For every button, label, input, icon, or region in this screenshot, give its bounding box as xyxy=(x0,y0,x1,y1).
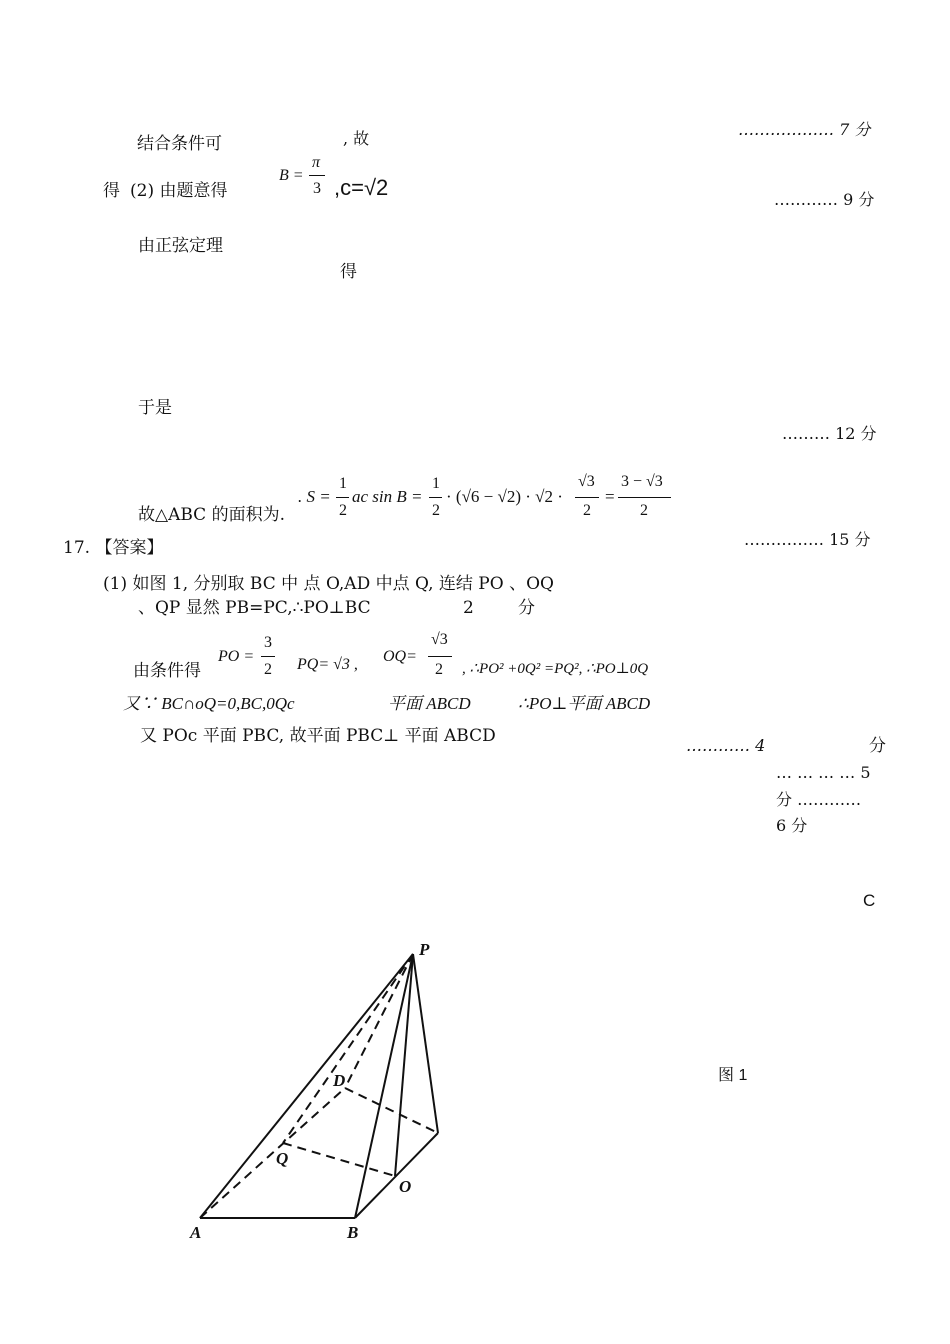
text-line: 故△ABC 的面积为. xyxy=(138,505,285,525)
math-denominator: 2 xyxy=(583,502,591,519)
math-denominator: 2 xyxy=(640,502,648,519)
score-mark: ……………… 7 分 xyxy=(738,120,871,139)
score-mark: ……… 12 分 xyxy=(782,424,877,443)
math-denominator: 2 xyxy=(339,502,347,519)
score-mark: … … … … 5 xyxy=(776,763,871,782)
figure-caption: 图 1 xyxy=(718,1067,748,1084)
math-symbol: . S = xyxy=(298,487,331,506)
math-numerator: 3 xyxy=(264,634,272,651)
math-denominator: 2 xyxy=(264,661,272,678)
text-line: , 故 xyxy=(343,129,370,148)
section-heading: 17. 【答案】 xyxy=(63,538,164,558)
math-expression: ac sin B = xyxy=(352,487,423,506)
score-mark: ………… 9 分 xyxy=(774,190,875,209)
text-line: 2 xyxy=(463,598,474,618)
vertex-label-a: A xyxy=(190,1223,202,1242)
math-numerator: 1 xyxy=(432,475,440,492)
corner-label: C xyxy=(863,891,876,910)
math-numerator: π xyxy=(312,154,321,171)
math-expression: · (√6 − √2) · √2 · xyxy=(446,487,563,506)
math-symbol: B = xyxy=(279,167,304,184)
math-symbol: PO = xyxy=(218,648,255,665)
score-mark: 6 分 xyxy=(776,816,808,835)
text-line: 由条件得 xyxy=(133,661,201,681)
vertex-label-p: P xyxy=(419,940,430,959)
math-expression: ,c=√2 xyxy=(334,175,389,200)
text-line: 又 POc 平面 PBC, 故平面 PBC⊥ 平面 ABCD xyxy=(140,726,496,746)
math-numerator: 1 xyxy=(339,475,347,492)
text-line: 得 xyxy=(340,262,357,282)
text-line: 得 xyxy=(103,181,120,201)
math-numerator: √3 xyxy=(431,631,448,648)
score-mark: 分 ………… xyxy=(776,790,862,809)
math-expression: PQ= √3 , xyxy=(297,656,358,673)
math-denominator: 3 xyxy=(313,180,321,197)
text-line: 又∵ BC∩oQ=0,BC,0Qc xyxy=(123,694,295,713)
text-line: 于是 xyxy=(138,398,172,418)
text-line: 分 xyxy=(518,598,535,618)
math-denominator: 2 xyxy=(432,502,440,519)
vertex-label-q: Q xyxy=(276,1149,289,1168)
text-line: 、QP 显然 PB=PC,∴PO⊥BC xyxy=(138,598,371,618)
text-line: (2) 由题意得 xyxy=(130,181,228,201)
vertex-label-d: D xyxy=(333,1071,346,1090)
math-expression: = xyxy=(605,487,615,506)
math-numerator: 3 − √3 xyxy=(621,473,663,490)
text-line: 平面 ABCD xyxy=(388,694,471,713)
text-line: 由正弦定理 xyxy=(138,236,223,256)
score-mark: ………… 4 xyxy=(686,736,766,755)
text-line: 结合条件可 xyxy=(137,134,222,154)
vertex-label-b: B xyxy=(347,1223,359,1242)
math-symbol: OQ= xyxy=(383,648,417,665)
vertex-label-o: O xyxy=(399,1177,412,1196)
math-denominator: 2 xyxy=(435,661,443,678)
score-mark: 分 xyxy=(869,736,886,756)
text-line: (1) 如图 1, 分别取 BC 中 点 O,AD 中点 Q, 连结 PO 、OQ xyxy=(103,574,554,594)
math-numerator: √3 xyxy=(578,473,595,490)
text-line: ∴PO⊥平面 ABCD xyxy=(518,694,651,713)
score-mark: …………… 15 分 xyxy=(744,530,871,549)
math-expression: , ∴PO² +0Q² =PQ², ∴PO⊥0Q xyxy=(462,661,649,677)
